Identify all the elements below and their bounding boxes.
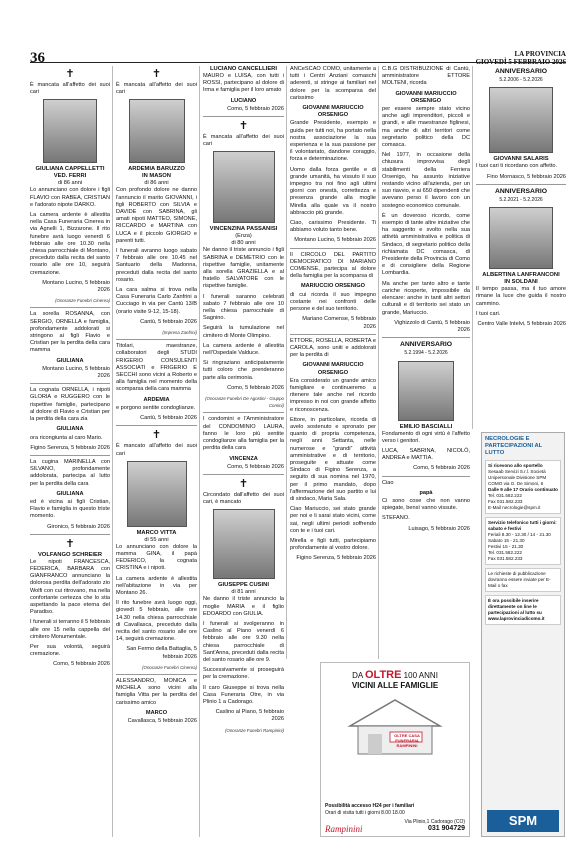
notice-text: STEFANO. — [382, 515, 410, 522]
notice-text: Il CIRCOLO DEL PARTITO DEMOCRATICO DI MARIANO COMENSE, partecipa al dolore della famiglia per la scomparsa di — [290, 251, 376, 280]
notice-text: Il caro Giuseppe si trova nella Casa Funeraria Otre, in via Plinio 1 a Cadorago. — [203, 684, 284, 705]
column-2 — [112, 66, 197, 837]
notice-place-date: Gironico, 5 febbraio 2026 — [47, 523, 110, 530]
separator — [382, 337, 470, 338]
cross-icon: ✝ — [238, 477, 249, 490]
notice-text: Lo annunciano con dolore i figli FLAVIO con RABEA, CRISTIAN e l'adorato nipote DARKO. — [30, 187, 110, 208]
building-illustration — [340, 696, 450, 756]
ad-hours-line: Orari di visita tutti i giorni 8.00 18.00 — [325, 809, 405, 816]
deceased-name: LUCIANO — [230, 97, 257, 104]
notice-text: Successivamente si proseguirà per la cremazione. — [203, 667, 284, 681]
office-address: COMO via G. De Simoni, 6 — [488, 481, 544, 486]
notice-text: Il tempo passa, ma il tuo amore rimane la luce che guida il nostro cammino. — [476, 286, 566, 307]
spm-logo: SPM — [487, 810, 559, 832]
separator — [30, 455, 110, 456]
separator — [30, 307, 110, 308]
notice-text: Ciao, carissimo Presidente. Ti abbiamo voluto tanto bene. — [290, 220, 376, 234]
notice-text: Era considerato un grande amico famigliare e continueremo a ritenere tale anche nel ricordo impresso in noi con grande affetto e riconoscenza. — [290, 377, 376, 413]
notice-text: Ne danno il triste annuncio la moglie MARIA e il figlio EDOARDO con GIULIA. — [203, 596, 284, 617]
deceased-name: GIULIANA — [56, 490, 84, 497]
cross-icon: ✝ — [65, 537, 75, 550]
paper-date: GIOVEDÌ 5 FEBBRAIO 2026 — [475, 58, 566, 66]
page-number: 36 — [30, 50, 45, 66]
deceased-name: GIOVANNI SALARIS — [493, 156, 549, 163]
phone-service-info — [485, 517, 561, 565]
ad-address: Via Plinio,1 Cadorago (CO) — [404, 819, 465, 826]
separator — [116, 339, 197, 340]
anniversary-heading: ANNIVERSARIO — [494, 187, 548, 195]
portrait-photo — [43, 99, 97, 163]
column-1 — [30, 66, 110, 837]
notice-text: I condomini e l'Amministratore del CONDOMINIO LAURA, fanno le loro più sentite condoglianze alla famiglia per la perdita della cara — [203, 416, 284, 452]
notice-text: LUCA, SABRINA, NICOLÒ, ANDREA e MATTIA. — [382, 447, 470, 462]
page-header — [0, 0, 580, 66]
phone-service-title: Servizio telefonico tutti i giorni: sabato e festivi — [488, 520, 557, 531]
funeral-home: (Onoranze Funebri De Agostini - Gruppo Comini) — [205, 396, 284, 409]
notice-text: ed è vicina ai figli Cristian, Flavio e famiglia in questo triste momento. — [30, 498, 110, 520]
notice-text: La camera ardente è allestita nell'Ospedale Valduce. — [203, 342, 284, 357]
column-6 — [472, 66, 566, 429]
notice-intro: È mancato all'affetto dei suoi cari — [116, 443, 197, 457]
notice-text: Per sua volontà, seguirà cremazione. — [30, 643, 110, 658]
funeral-home-advertisement — [320, 662, 470, 837]
column-4 — [286, 66, 376, 659]
ad-headline-part: DA — [352, 671, 365, 680]
notice-text: ora ricongiunta al caro Mario. — [30, 434, 103, 441]
deceased-subname: IN SOLDANI — [504, 279, 538, 286]
notice-place-date: Fino Mornasco, 5 febbraio 2026 — [487, 173, 566, 180]
notice-place-date: Como, 5 febbraio 2026 — [227, 463, 284, 470]
deceased-name: MARCO — [145, 709, 168, 716]
necrologie-title: NECROLOGIE E PARTECIPAZIONI AL LUTTO — [485, 436, 543, 456]
notice-place-date: Figino Serenza, 5 febbraio 2026 — [296, 555, 376, 562]
notice-text: Ci sono cose che non vanno spiegate, bensì vanno vissute. — [382, 497, 470, 512]
notice-text: I tuoi cari. — [476, 310, 501, 317]
masthead — [476, 50, 566, 66]
deceased-nickname: (Enza) — [235, 233, 252, 240]
notice-text: Grande Presidente, esempio e guida per tutti noi, ha portato nella nostra associazione la sua esperienza e la sua passione per il volontariato, dandone coraggio, forza e determinazione. — [290, 120, 376, 163]
deceased-age: di 80 anni — [231, 240, 256, 247]
ad-access-line: Possibilità accesso H24 per i familiari — [325, 803, 415, 810]
notice-text: La camera ardente è allestita nell'abitazione in via per Montano 26. — [116, 575, 197, 596]
column-3 — [199, 66, 284, 837]
deceased-name: VOLFANGO SCHREIER — [37, 551, 103, 558]
notice-text: Fondamento di ogni virtù è l'affetto verso i genitori. — [382, 430, 470, 444]
notice-text: I funerali saranno celebrati sabato 7 febbraio alle ore 10 nella chiesa parrocchiale di Sagnino. — [203, 293, 284, 322]
phone-hours: Feriali 8.30 - 12.30 / 14 - 21.30 — [488, 532, 551, 537]
notice-place-date: Mariano Comense, 5 febbraio 2026 — [302, 316, 376, 330]
notice-text: Ciao Mariuccio, sei stato grande per noi e li sarai stato vicini, come sai, negli ultimi periodi soffrendo con te e i tuoi cari. — [290, 506, 376, 534]
notice-text: I funerali avranno luogo sabato 7 febbraio alle ore 10.45 nel Santuario della Madonna, preceduti dalla recita del santo rosario. — [116, 248, 197, 283]
deceased-name: MARIUCCIO ORSENIGO — [300, 283, 366, 290]
separator — [30, 383, 110, 384]
cross-icon: ✝ — [151, 429, 162, 442]
deceased-name: GIUSEPPE CUSINI — [218, 582, 269, 589]
separator — [116, 425, 197, 426]
phone-hours: Sabato 15 - 21.30 — [488, 538, 525, 543]
cross-icon: ✝ — [151, 68, 162, 80]
phone-hours: Festivi 15 - 21.30 — [488, 544, 524, 549]
notice-text: La camera ardente è allestita nella Casa Funeraria Cinerea in via Agnelli 1, Bizzarone. Il rito funebre avrà luogo venerdì 6 febbraio alle ore 10.30 nella chiesa parrocchiale di Montano, preceduto dalla recita del santo rosario alle ore 10, seguirà cremazione. — [30, 212, 110, 276]
notice-text: Titolari, maestranze, collaboratori degli STUDI FRIGERIO CONSULENTI ASSOCIATI e FRIGERIO E SECCHI sono vicini a Roberto e alla famiglia nel momento della scomparsa della cara mamma — [116, 343, 197, 393]
separator — [476, 184, 566, 185]
request-note: Le richieste di pubblicazione dovranno essere inviate per E-Mail o fax — [485, 568, 561, 592]
deceased-name: papà — [419, 489, 433, 496]
separator — [203, 474, 284, 475]
deceased-name: ARDEMIA — [143, 396, 170, 403]
anniversary-heading: ANNIVERSARIO — [494, 68, 548, 75]
deceased-name: EMILIO BASCIALLI — [399, 423, 453, 430]
building-sign: OLTRE CASA FUNERARIA RAMPININI — [394, 733, 420, 748]
notice-text: Ne danno il triste annuncio i figli SABRINA e DEMETRIO con le rispettive famiglie, unitamente alla sorella GRAZIELLA e al fratello SALVATORE con le rispettive famiglie. — [203, 247, 284, 290]
deceased-name: VINCENZA — [229, 455, 258, 462]
office-hours: Dalle 9 alle 17 Orario continuato — [488, 487, 558, 492]
rampinini-logo: Rampinini — [325, 823, 363, 834]
necrologie-info-box — [481, 432, 565, 837]
notice-place-date: Figino Serenza, 5 febbraio 2026 — [30, 444, 110, 451]
deceased-name: GIOVANNI MARIUCCIO ORSENIGO — [302, 362, 364, 376]
notice-place-date: Como, 5 febbraio 2026 — [413, 465, 470, 472]
notice-place-date: Cavallasca, 5 febbraio 2026 — [127, 717, 197, 724]
deceased-name: MARCO VITTA — [136, 529, 177, 536]
portrait-photo — [489, 87, 553, 153]
cross-icon: ✝ — [238, 120, 249, 133]
separator — [30, 534, 110, 535]
notice-place-date: Montano Lucino, 5 febbraio 2026 — [294, 237, 376, 244]
funeral-home: (Onoranze Funebri Rampinini) — [224, 727, 284, 733]
deceased-age: di 86 anni — [57, 180, 83, 187]
anniversary-dates: 5.2.2021 - 5.2.2026 — [499, 197, 543, 204]
separator — [290, 248, 376, 249]
separator — [203, 412, 284, 413]
notice-place-date: Vighizzolo di Cantù, 5 febbraio 2026 — [394, 319, 470, 333]
office-line: Si ricevono allo sportello — [488, 463, 543, 468]
ad-headline-brand: OLTRE — [364, 669, 402, 681]
portrait-photo — [129, 99, 185, 163]
portrait-photo — [398, 361, 454, 421]
office-email[interactable]: E-Mail necrologie@spm.it — [488, 505, 541, 510]
ad-phone: 031 904729 — [428, 824, 465, 832]
notice-place-date: Cantù, 5 febbraio 2026 — [140, 318, 197, 325]
anniversary-dates: 5.2.1994 - 5.2.2026 — [404, 350, 448, 357]
deceased-name: LUCIANO CANCELLIERI — [210, 66, 277, 72]
header-rule — [30, 62, 566, 63]
notice-place-date: Montano Lucino, 5 febbraio 2026 — [42, 279, 110, 294]
funeral-home: (Onoranze Funebri Cinerea) — [142, 664, 197, 670]
notice-text: Ettore, in particolare, ricorda di avelo sostenuto e spronato per quanto di propria competenza, negli anni Settanta, nelle numerose e “grandi” attività amministrative e di territorio, proseguite e attuate come Sindaco di Figino Serenza, a seguito di sua nomina nel 1970, per il primo mandato, dopo l'affermazione del suo partito e lui di sindaco, Maria Sala. — [290, 416, 376, 502]
notice-intro: È mancata all'affetto dei suoi cari — [30, 82, 110, 96]
funeral-home: (Onoranze Funebri Cinerea) — [55, 298, 110, 304]
notice-text: ETTORE, ROSELLA, ROBERTA e CAROLA, sono uniti e addolorati per la perdita di — [290, 337, 376, 359]
notice-text: I funerali si terranno il 5 febbraio alle ore 15 nella cappella del cimitero Monumentale. — [30, 619, 110, 640]
ad-headline-part: 100 ANNI — [401, 671, 438, 680]
notice-text: di cui ricorda il suo impegno costante nei confronti delle persone e del suo territorio. — [290, 291, 376, 313]
notice-text: I funerali si svolgeranno in Caslino al Piano venerdì 6 febbraio alle ore 9.30 nella chiesa parrocchiale di Sant'Anna, preceduti dalla recita del santo rosario alle ore 9. — [203, 620, 284, 663]
notice-place-date: Como, 5 febbraio 2026 — [53, 661, 110, 668]
separator — [116, 674, 197, 675]
notice-text: MAURO e LUISA, con tutti i ROSSI, partecipano al dolore di Irma e famiglia per il loro amato — [203, 73, 284, 94]
office-fax: Fax 031.582.233 — [488, 499, 523, 504]
ad-footer — [321, 803, 469, 832]
office-phone: Tel. 031.582.222 — [488, 493, 522, 498]
notice-text: È un doveroso ricordo, come esempio di tante altre iniziative che ha saggerito e svolto nella sua attività amministrativa e politica di Sindaco, di segretario politico della richiamata DC comasca, di Presidente della Provincia di Como e di consigliere della Regione Lombardia. — [382, 212, 470, 277]
cross-icon: ✝ — [65, 68, 75, 80]
deceased-name: ARDEMIA BARUZZO — [128, 166, 185, 173]
deceased-age: di 86 anni — [144, 180, 169, 187]
notice-place-date: Como, 5 febbraio 2026 — [227, 105, 284, 112]
separator — [290, 334, 376, 335]
office-line: Sesaab Servizi S.r.l. Società Unipersonale Divisione SPM — [488, 469, 547, 480]
anniversary-heading: ANNIVERSARIO — [399, 341, 453, 349]
deceased-subname: IN MASON — [142, 173, 171, 180]
notice-text: ANCeSCAO COMO, unitamente a tutti i Centri Anziani comaschi aderenti, si stringe ai familiari nel dolore per la scomparsa del carissimo — [290, 66, 376, 101]
notice-intro: Circondato dall'affetto dei suoi cari, è mancato — [203, 491, 284, 506]
deceased-name: GIULIANA CAPPELLETTI — [35, 166, 105, 173]
ad-headline — [321, 669, 469, 681]
separator — [203, 116, 284, 117]
notice-text: ALESSANDRO, MONICA e MICHELA sono vicini alla famiglia Vitta per la perdita del carissimo amico — [116, 677, 197, 706]
anniversary-dates: 5.2.2006 - 5.2.2026 — [499, 77, 543, 84]
column-5 — [378, 66, 470, 659]
notice-text: La cara salma si trova nella Casa Funeraria Carlo Zanfrini a Cucciago in via per Cantù 13/B (orario visite 9-12, 15-18). — [116, 287, 197, 315]
separator — [382, 476, 470, 477]
notice-text: Lo annunciano con dolore la mamma GINA, il papà FEDERICO, la cognata CRISTINA e i nipoti. — [116, 543, 197, 572]
portrait-photo — [127, 461, 187, 527]
notice-place-date: San Fermo della Battaglia, 5 febbraio 2026 — [126, 646, 197, 660]
notice-text: e porgono sentite condoglianze. — [116, 404, 196, 411]
deceased-name: GIULIANA — [56, 357, 84, 364]
notice-text: Si ringraziano anticipatamente tutti coloro che prenderanno parte alla cerimonia. — [203, 360, 284, 381]
notice-text: La cognata ORNELLA, i nipoti GLORIA e RUGGERO con le rispettive famiglie, partecipano al dolore di Flavio e Cristian per la perdita della cara zia — [30, 387, 110, 423]
ad-contact — [405, 819, 466, 832]
portrait-photo — [213, 509, 275, 579]
deceased-name: ALBERTINA LANFRANCONI — [482, 272, 560, 279]
deceased-age: di 81 anni — [231, 589, 256, 596]
notice-place-date: Centro Valle Intelvi, 5 febbraio 2026 — [477, 321, 566, 328]
notice-place-date: Caslino al Piano, 5 febbraio 2026 — [215, 709, 284, 723]
deceased-subname: VED. FERRI — [53, 173, 87, 180]
notice-text: Le nipoti FRANCESCA, FEDERICA, BARBARA con GIANFRANCO annunciano la dolorosa perdita dell'adorato zio Wolfi con cui ritrovano, ma nella confortante certezza che lo stia aspettando la pace eterna del Paradiso. — [30, 558, 110, 616]
phone-number: Tel. 031.582.222 — [488, 550, 522, 555]
notice-text: Ciao — [382, 479, 394, 486]
notice-text: per essere sempre stato vicino anche agli imprenditori, piccoli e grandi, e alle maestranze figlinesi, ma anche di altri territori come segretario politico della DC comasca. — [382, 106, 470, 149]
notice-text: I tuoi cari ti ricordano con affetto. — [476, 163, 558, 170]
portrait-photo — [489, 207, 553, 269]
notice-text: Il rito funebre avrà luogo oggi, giovedì 5 febbraio, alle ore 14.30 nella chiesa parrocchiale di Cavallasca, preceduto dalla recita del santo rosario alle ore 14, seguirà cremazione. — [116, 600, 197, 643]
paper-name: LA PROVINCIA — [514, 50, 566, 58]
funeral-home: (Impresa Zanfrini) — [162, 330, 197, 336]
deceased-name: GIOVANNI MARIUCCIO ORSENIGO — [302, 105, 364, 119]
online-note: È ora possibile inserire direttamente on line le partecipazioni al lutto su www.laprovinciadicomo.it — [485, 595, 561, 625]
fax-number: Fax 031.582.233 — [488, 556, 523, 561]
notice-text: Seguirà la tumulazione nel cimitero di Monte Olimpino. — [203, 325, 284, 339]
deceased-name: VINCENZINA PASSANISI — [209, 226, 278, 233]
office-info — [485, 460, 561, 514]
notice-intro: È mancata all'affetto dei suoi cari — [116, 82, 197, 96]
ad-subheadline: VICINI ALLE FAMIGLIE — [351, 681, 439, 690]
notice-text: Ma anche per tanto altro e tante cariche ricoperte, impossibile da elencare: anche in tanti altri settori culturali e di territorio sei stato un grande, Mariuccio. — [382, 280, 470, 316]
notice-text: Uomo dalla forza gentile e di grande umanità, ha vissuto il suo impegno tra noi fino agli ultimi giorni con onestà, correttezza e presenza grande alla moglie Mirella alla quale va il nostro abbraccio più grande. — [290, 166, 376, 216]
notice-place-date: Cantù, 5 febbraio 2026 — [140, 415, 197, 422]
notice-text: La sorella ROSANNA, con SERGIO, ORNELLA e famiglia, profondamente addolorati si stringono ai figli Flavio e Cristian per la perdita della cara mamma — [30, 311, 110, 354]
deceased-name: GIOVANNI MARIUCCIO ORSENIGO — [395, 90, 457, 104]
notice-text: Con profondo dolore ne danno l'annuncio il marito GIOVANNI, i figli ROBERTO con SILVIA e DAVIDE con SABRINA, gli amati nipoti MATTEO, SIMONE, RICCARDO e MARTINA con LUCA e il piccolo GIORGIO e parenti tutti. — [116, 187, 197, 244]
deceased-age: di 55 anni — [144, 536, 169, 543]
notice-intro: È mancata all'affetto dei suoi cari — [203, 134, 284, 148]
notice-text: Nel 1977, in occasione della chiusura improvvisa degli stabilimenti della Ferriera Orsenigo, ha assunto iniziative restando vicino all'azienda, per un suo riavvio, e ai 650 dipendenti che avevano perso il lavoro con un sostegno economico comunale. — [382, 152, 470, 209]
ad-contact-row — [325, 819, 465, 832]
notice-place-date: Montano Lucino, 5 febbraio 2026 — [42, 365, 110, 380]
notice-text: C.B.G DISTRIBUZIONE di Cantù, amministratore ETTORE MOLTENI, ricorda — [382, 66, 470, 87]
notice-text: La cugina MARINELLA con SILVANO, profondamente addolorata, partecipa al lutto per la perdita della cara — [30, 458, 110, 487]
deceased-name: GIULIANA — [56, 426, 84, 433]
portrait-photo — [213, 151, 275, 223]
notice-text: Mirella e figli tutti, partecipiamo profondamente al vostro dolore. — [290, 537, 376, 552]
notice-place-date: Como, 5 febbraio 2026 — [227, 384, 284, 391]
notice-place-date: Luisago, 5 febbraio 2026 — [408, 525, 470, 532]
